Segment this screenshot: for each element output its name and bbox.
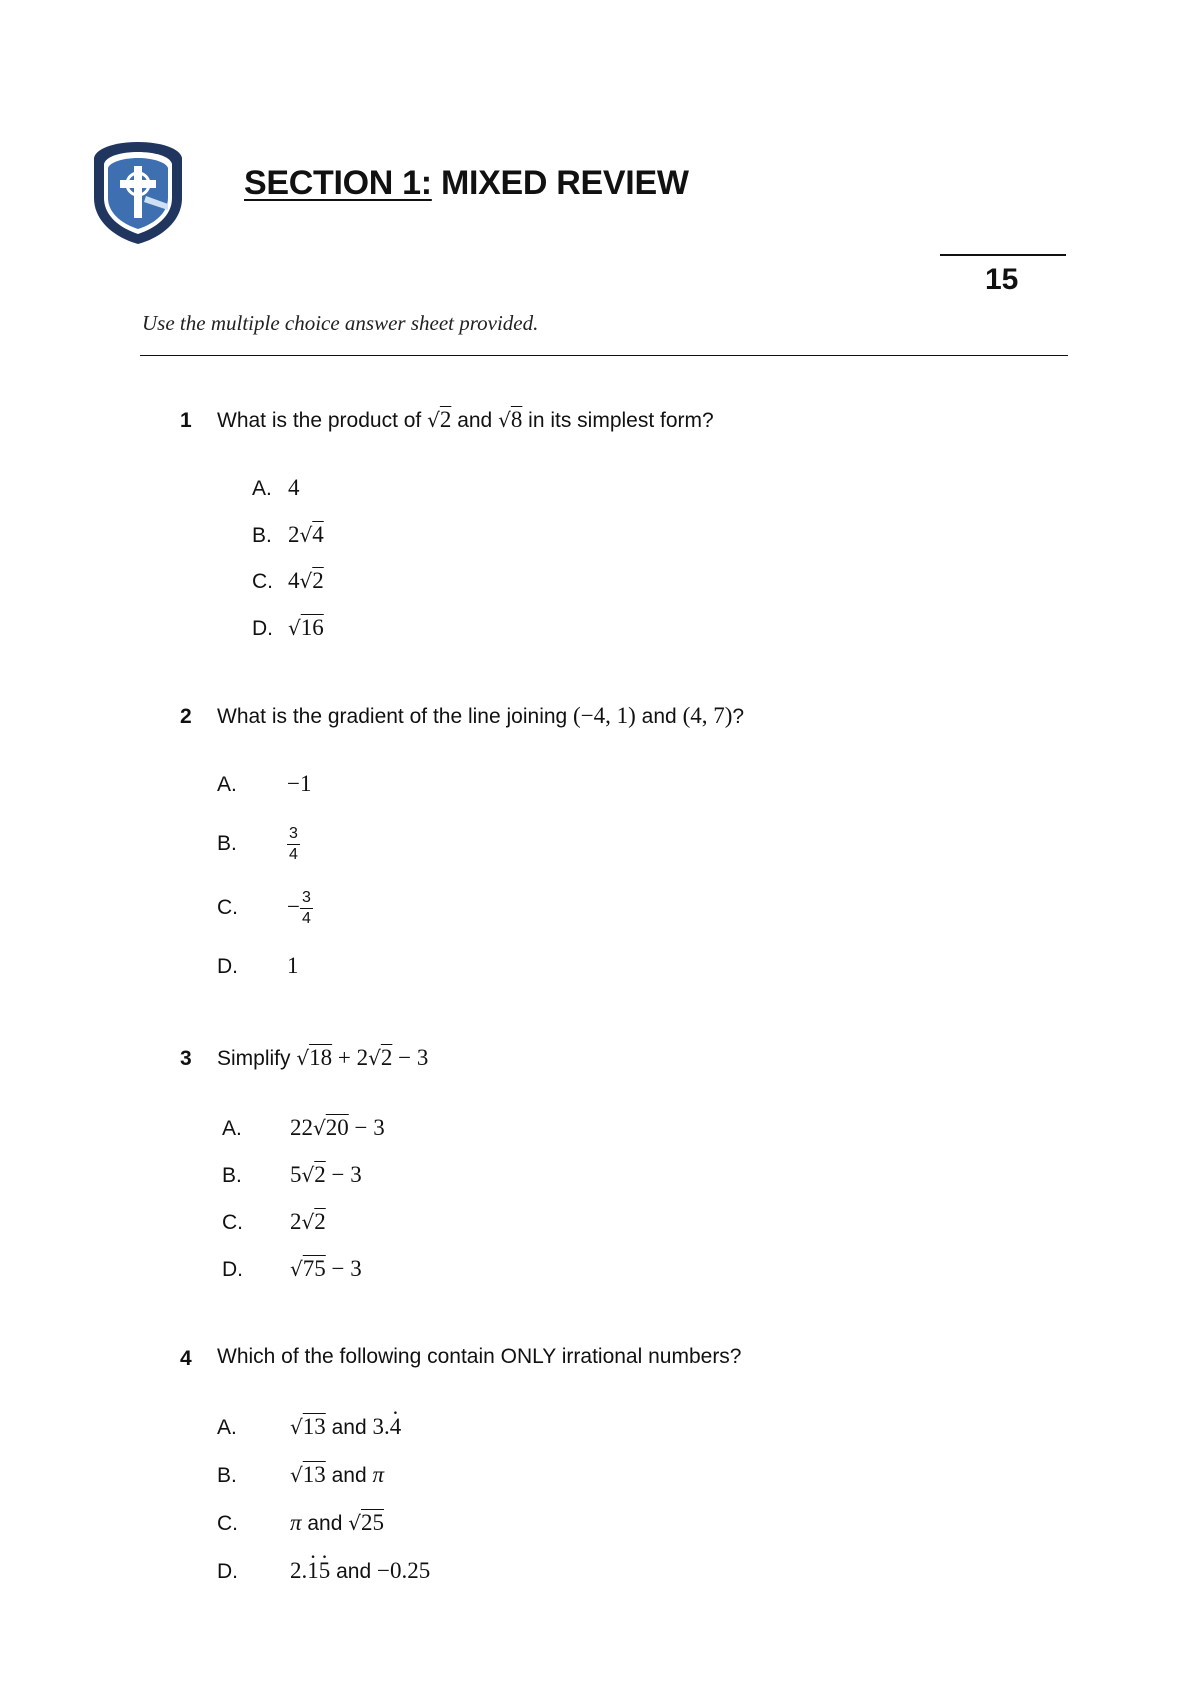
total-marks: 15 — [985, 263, 1019, 296]
college-crest-logo — [90, 138, 186, 246]
q3-option-a[interactable]: A. 22√20 − 3 — [222, 1115, 385, 1140]
q1-option-d[interactable]: D. √16 — [252, 615, 324, 640]
section-label: SECTION 1: — [244, 164, 432, 202]
q4-option-b[interactable]: B. √13 and π — [217, 1462, 384, 1487]
question-3-text: Simplify √18 + 2√2 − 3 — [217, 1045, 429, 1070]
q1-option-b[interactable]: B. 2√4 — [252, 522, 324, 547]
q4-option-c[interactable]: C. π and √25 — [217, 1510, 384, 1535]
recurring-dot: · 5 — [319, 1558, 331, 1584]
q4-option-a[interactable]: A. √13 and 3.· 4 — [217, 1414, 401, 1440]
section-name: MIXED REVIEW — [440, 164, 689, 202]
question-3-number: 3 — [180, 1047, 192, 1070]
fraction: $\frac{3}{4}$ — [289, 825, 298, 863]
q4-option-d[interactable]: D. 2.· 1· 5 and −0.25 — [217, 1558, 430, 1584]
q1-option-a[interactable]: A. 4 — [252, 475, 300, 500]
instruction-text: Use the multiple choice answer sheet provided. — [142, 311, 539, 335]
question-4-text: Which of the following contain ONLY irrational numbers? — [217, 1345, 742, 1368]
q1-option-c[interactable]: C. 4√2 — [252, 568, 324, 593]
recurring-dot: · 1 — [307, 1558, 319, 1584]
section-title — [244, 164, 689, 203]
fraction: $\frac{3}{4}$ — [301, 889, 311, 927]
q3-option-c[interactable]: C. 2√2 — [222, 1209, 326, 1234]
question-1-text: What is the product of √2 and √8 in its simplest form? — [217, 407, 714, 432]
question-2-text: What is the gradient of the line joining (−4, 1) and (4, 7)? — [217, 703, 745, 728]
q3-option-b[interactable]: B. 5√2 − 3 — [222, 1162, 362, 1187]
q2-option-b[interactable]: B. $\frac{3}{4}$ — [217, 825, 298, 863]
header-rule — [140, 355, 1068, 356]
q3-option-d[interactable]: D. √75 − 3 — [222, 1256, 362, 1281]
question-1-number: 1 — [180, 409, 192, 432]
question-2-number: 2 — [180, 705, 192, 728]
q2-option-c[interactable]: C. − $\frac{3}{4}$ — [217, 889, 311, 927]
q2-option-d[interactable]: D. 1 — [217, 953, 299, 978]
q2-option-a[interactable]: A. −1 — [217, 771, 312, 796]
question-4-number: 4 — [180, 1347, 192, 1370]
recurring-dot: · 4 — [390, 1414, 402, 1440]
marks-divider — [940, 254, 1066, 256]
